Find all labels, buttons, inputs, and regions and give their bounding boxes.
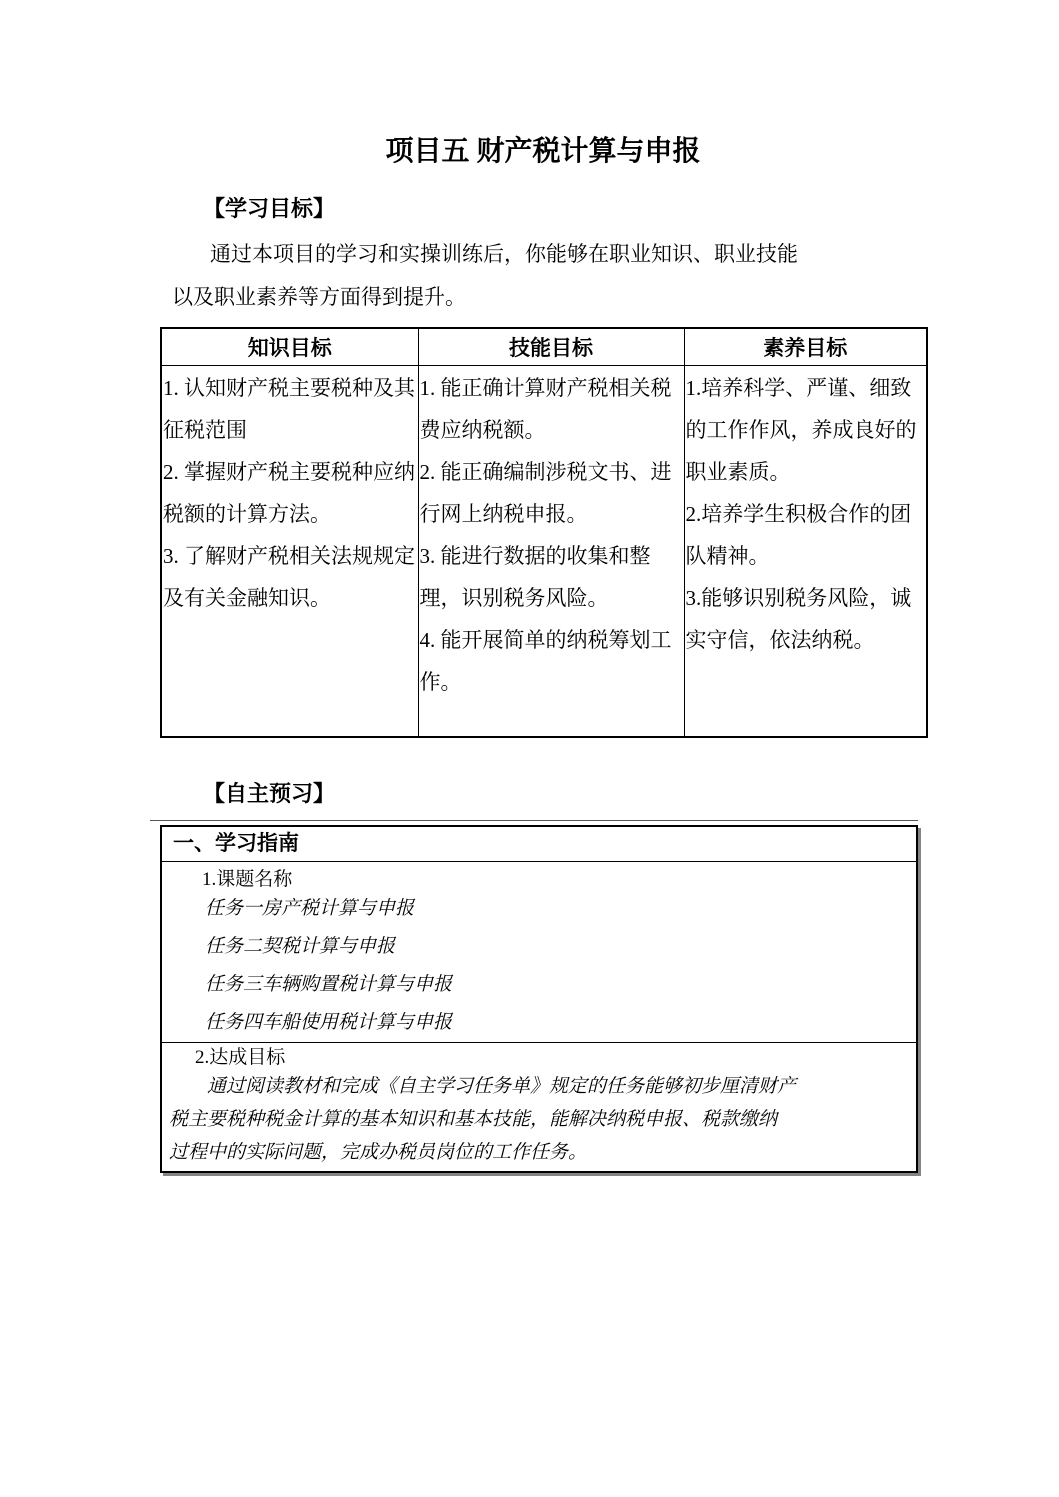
skill-goals-cell <box>418 366 684 738</box>
goal-paragraph <box>169 1070 909 1169</box>
goals-table-body-row <box>161 366 927 738</box>
goal-item: 2.培养学生积极合作的团队精神。 <box>685 502 912 568</box>
guide-goal-row <box>162 1043 916 1171</box>
goal-item: 1.培养科学、严谨、细致的工作作风，养成良好的职业素质。 <box>685 376 917 484</box>
section-heading-learning-goals: 【学习目标】 <box>203 196 336 221</box>
goal-paragraph-line: 税主要税种税金计算的基本知识和基本技能，能解决纳税申报、税款缴纳 <box>169 1109 778 1130</box>
task-item: 任务一房产税计算与申报 <box>205 898 415 919</box>
study-guide-table <box>160 825 918 1173</box>
topic-heading: 1.课题名称 <box>202 869 293 890</box>
goal-item: 1. 认知财产税主要税种及其征税范围 <box>163 376 415 442</box>
goal-item: 2. 掌握财产税主要税种应纳税额的计算方法。 <box>163 460 415 526</box>
task-item: 任务二契税计算与申报 <box>205 936 396 957</box>
task-item: 任务四车船使用税计算与申报 <box>205 1012 453 1033</box>
goal-item: 3. 能进行数据的收集和整理，识别税务风险。 <box>419 544 651 610</box>
goal-item: 1. 能正确计算财产税相关税费应纳税额。 <box>419 376 672 442</box>
quality-goals-cell <box>684 366 927 738</box>
task-item: 任务三车辆购置税计算与申报 <box>205 974 453 995</box>
goals-header-skill: 技能目标 <box>418 328 684 366</box>
goals-table-header-row <box>161 328 927 366</box>
goal-heading: 2.达成目标 <box>195 1047 286 1068</box>
intro-paragraph <box>172 233 942 319</box>
guide-header: 一、学习指南 <box>162 827 916 862</box>
goal-item: 4. 能开展简单的纳税筹划工作。 <box>419 628 672 694</box>
goal-item: 3.能够识别税务风险，诚实守信，依法纳税。 <box>685 586 912 652</box>
goal-paragraph-line: 通过阅读教材和完成《自主学习任务单》规定的任务能够初步厘清财产 <box>207 1076 797 1097</box>
intro-line: 通过本项目的学习和实操训练后，你能够在职业知识、职业技能 <box>210 242 798 266</box>
goals-header-quality: 素养目标 <box>684 328 927 366</box>
knowledge-goals-cell <box>161 366 418 738</box>
guide-topic-row <box>162 862 916 1043</box>
goals-table <box>160 327 928 738</box>
section-heading-self-preview: 【自主预习】 <box>203 781 336 806</box>
goal-item: 3. 了解财产税相关法规规定及有关金融知识。 <box>163 544 415 610</box>
intro-line: 以及职业素养等方面得到提升。 <box>172 285 466 309</box>
goal-item: 2. 能正确编制涉税文书、进行网上纳税申报。 <box>419 460 672 526</box>
page-title: 项目五 财产税计算与申报 <box>385 136 701 167</box>
goals-header-knowledge: 知识目标 <box>161 328 418 366</box>
goal-paragraph-line: 过程中的实际问题，完成办税员岗位的工作任务。 <box>169 1142 588 1163</box>
